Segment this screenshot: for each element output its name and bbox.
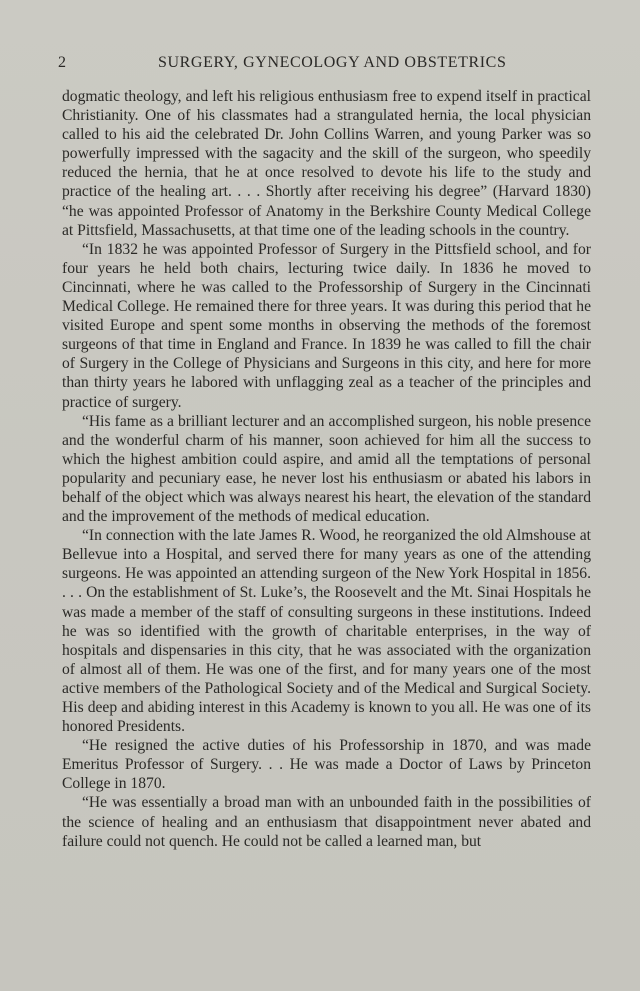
paragraph-5: “He resigned the active duties of his Professorship in 1870, and was made Emeritus Professor of Surgery. . . He was made a Doctor of Laws by Princeton College in 1870. xyxy=(62,737,591,793)
paragraph-1: dogmatic theology, and left his religious enthusiasm free to expend itself in practical Christianity. One of his classmates had a strangulated hernia, the local physician called to his aid the celebrated Dr. John Collins Warren, and young Parker was so powerfully impressed with the sagacity and the skill of the surgeon, who speedily reduced the hernia, that he at once resolved to devote his life to the study and practice of the healing art. . . . Shortly after receiving his degree” (Harvard 1830) “he was appointed Professor of Anatomy in the Berkshire County Medical College at Pittsfield, Massachusetts, at that time one of the leading schools in the country. xyxy=(62,88,591,239)
body-text xyxy=(62,87,591,851)
paragraph-2: “In 1832 he was appointed Professor of Surgery in the Pittsfield school, and for four years he held both chairs, lecturing twice daily. In 1836 he moved to Cincinnati, where he was called to the Professorship of Surgery in the Cincinnati Medical College. He remained there for three years. It was during this period that he visited Europe and spent some months in observing the methods of the foremost surgeons of that time in England and France. In 1839 he was called to fill the chair of Surgery in the College of Physicians and Surgeons in this city, and here for more than thirty years he labored with unflagging zeal as a teacher of the principles and practice of surgery. xyxy=(62,240,591,411)
page-number: 2 xyxy=(58,54,67,71)
paragraph-3: “His fame as a brilliant lecturer and an accomplished surgeon, his noble presence and the wonderful charm of his manner, soon achieved for him all the success to which the highest ambition could aspire, and amid all the temptations of personal popularity and pecuniary ease, he never lost his enthusiasm or abated his labors in behalf of the object which was always nearest his heart, the elevation of the standard and the improvement of the methods of medical education. xyxy=(62,412,591,526)
paragraph-6: “He was essentially a broad man with an unbounded faith in the possibilities of the science of healing and an enthusiasm that disappointment never abated and failure could not quench. He could not be called a learned man, but xyxy=(62,794,591,850)
running-title: SURGERY, GYNECOLOGY AND OBSTETRICS xyxy=(158,54,507,71)
running-head xyxy=(58,54,602,76)
paragraph-4: “In connection with the late James R. Wood, he reorganized the old Almshouse at Bellevue into a Hospital, and served there for many years as one of the attending surgeons. He was appointed an attending surgeon of the New York Hospital in 1856. . . . On the establishment of St. Luke’s, the Roosevelt and the Mt. Sinai Hospitals he was made a member of the staff of consulting surgeons in these institutions. Indeed he was so identified with the growth of charitable enterprises, in the way of hospitals and dispensaries in this city, that he was associated with the organization of almost all of them. He was one of the first, and for many years one of the most active members of the Pathological Society and of the Medical and Surgical Society. His deep and abiding interest in this Academy is known to you all. He was one of its honored Presidents. xyxy=(62,527,591,736)
